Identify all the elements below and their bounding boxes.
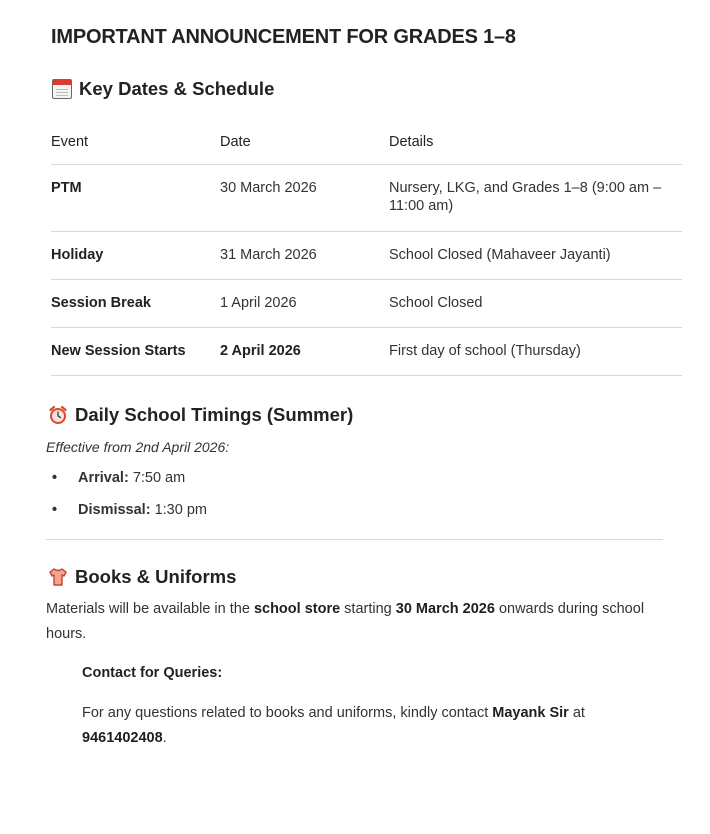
books-heading-text: Books & Uniforms	[75, 566, 237, 587]
cell-date: 1 April 2026	[220, 280, 389, 328]
timings-list	[52, 470, 207, 534]
contact-name: Mayank Sir	[492, 705, 569, 721]
cell-details: School Closed	[389, 280, 682, 328]
column-header-date: Date	[220, 119, 389, 165]
table-row	[51, 232, 682, 280]
cell-details: School Closed (Mahaveer Jayanti)	[389, 232, 682, 280]
dismissal-label: Dismissal:	[78, 502, 151, 518]
key-dates-heading	[52, 78, 274, 100]
calendar-icon	[52, 79, 72, 99]
contact-heading: Contact for Queries:	[82, 665, 223, 681]
books-paragraph: Materials will be available in the school store starting 30 March 2026 onwards during school hours.	[46, 601, 645, 642]
contact-phone: 9461402408	[82, 730, 163, 746]
arrival-value: 7:50 am	[132, 470, 186, 486]
column-header-details: Details	[389, 119, 682, 165]
table-row	[51, 328, 682, 376]
arrival-label: Arrival:	[78, 470, 129, 486]
table-row	[51, 165, 682, 232]
timings-heading	[48, 404, 353, 426]
shirt-icon	[48, 567, 68, 587]
bullet: •	[52, 502, 58, 518]
table-row	[51, 280, 682, 328]
section-divider	[46, 539, 663, 540]
schedule-table	[51, 119, 682, 376]
cell-date: 2 April 2026	[220, 328, 389, 376]
cell-event: Session Break	[51, 280, 220, 328]
column-header-event: Event	[51, 119, 220, 165]
table-header-row	[51, 119, 682, 165]
cell-date: 30 March 2026	[220, 165, 389, 232]
cell-details: Nursery, LKG, and Grades 1–8 (9:00 am – 11:00 am)	[389, 165, 682, 232]
list-item	[52, 502, 207, 534]
effective-date-note: Effective from 2nd April 2026:	[46, 439, 230, 455]
list-item	[52, 470, 207, 502]
cell-event: New Session Starts	[51, 328, 220, 376]
key-dates-heading-text: Key Dates & Schedule	[79, 78, 275, 99]
books-heading	[48, 566, 236, 588]
cell-date: 31 March 2026	[220, 232, 389, 280]
cell-details: First day of school (Thursday)	[389, 328, 682, 376]
dismissal-value: 1:30 pm	[154, 502, 207, 518]
page-title: IMPORTANT ANNOUNCEMENT FOR GRADES 1–8	[51, 26, 516, 48]
timings-heading-text: Daily School Timings (Summer)	[75, 404, 354, 425]
alarm-clock-icon	[48, 405, 68, 425]
cell-event: Holiday	[51, 232, 220, 280]
cell-event: PTM	[51, 165, 220, 232]
bullet: •	[52, 470, 58, 486]
contact-paragraph: For any questions related to books and uniforms, kindly contact Mayank Sir at 9461402408.	[82, 705, 585, 746]
